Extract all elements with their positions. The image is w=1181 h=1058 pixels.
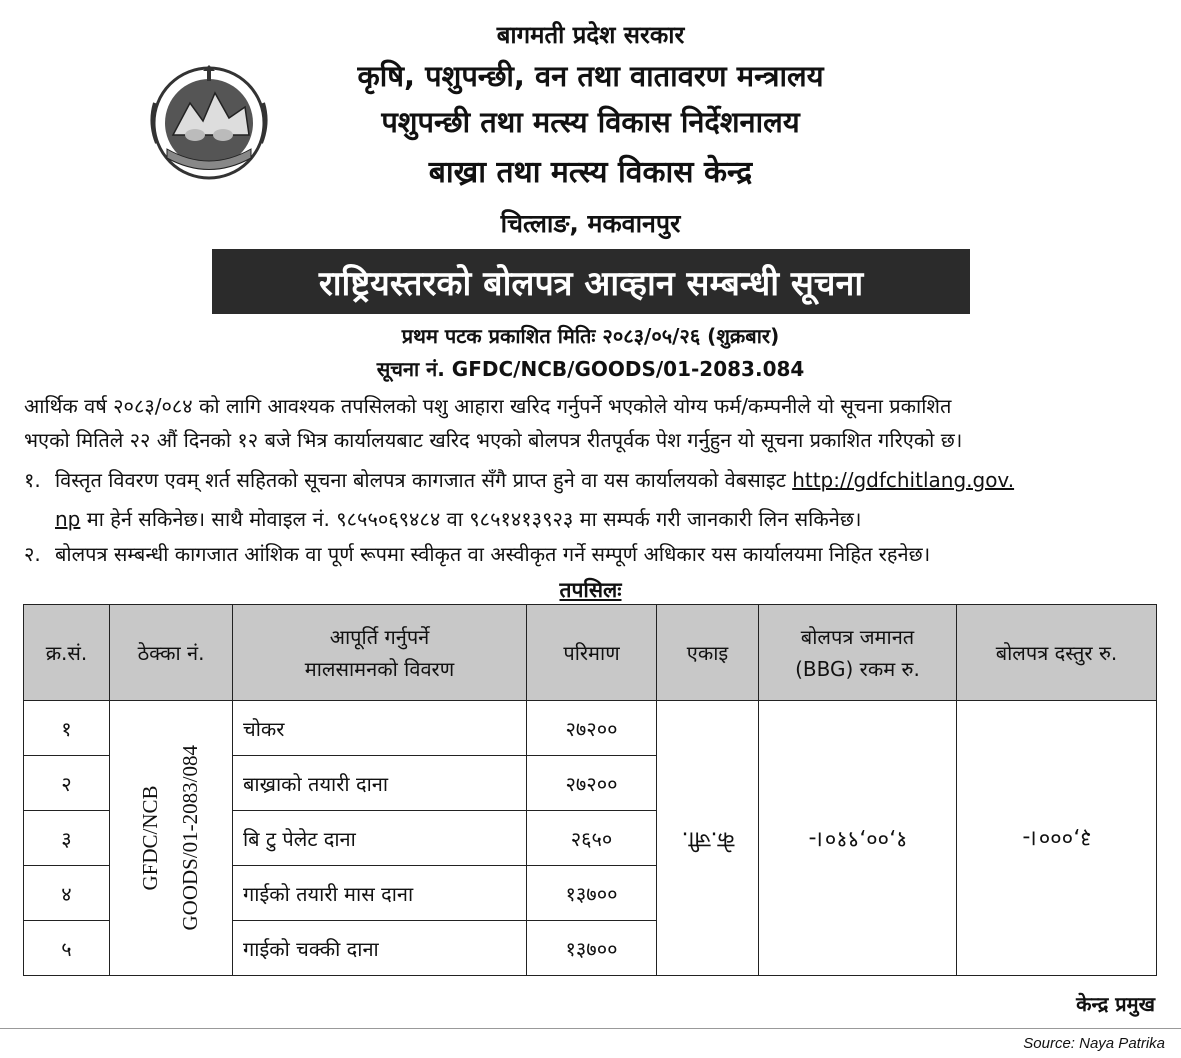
table-row-sn: ३: [23, 810, 110, 866]
province-govt-heading: बागमती प्रदेश सरकार: [496, 21, 685, 49]
published-date-line: प्रथम पटक प्रकाशित मितिः २०८३/०५/२६ (शुक्रबार): [401, 324, 780, 348]
location-heading: चित्लाङ, मकवानपुर: [500, 209, 681, 238]
table-row-sn: १: [23, 700, 110, 756]
paragraph-1-line-2: भएको मितिले २२ औं दिनको १२ बजे भित्र कार्यालयबाट खरिद भएको बोलपत्र रीतपूर्वक पेश गर्नुहुन यो सूचना प्रकाशित गरिएको छ।: [24, 428, 963, 452]
clause-1-line-2: [55, 505, 861, 532]
header-description: [232, 604, 527, 701]
contract-number-line-2: GOODS/01-2083/084: [178, 745, 202, 931]
bbg-amount-cell: [758, 700, 957, 976]
signatory-title: केन्द्र प्रमुख: [1076, 992, 1155, 1016]
unit-cell: [656, 700, 759, 976]
clause-1-text: विस्तृत विवरण एवम् शर्त सहितको सूचना बोलपत्र कागजात सँगै प्राप्त हुने वा यस कार्यालयको वेबसाइट: [55, 468, 793, 492]
notice-title: राष्ट्रियस्तरको बोलपत्र आव्हान सम्बन्धी सूचना: [318, 263, 864, 304]
clause-1-text-continued: मा हेर्न सकिनेछ। साथै मोवाइल नं. ९८५५०६९४८४ वा ९८५१४१३९२३ मा सम्पर्क गरी जानकारी लिन सकिनेछ।: [80, 507, 862, 531]
header-bbg-line-1: बोलपत्र जमानत: [800, 624, 915, 649]
table-row-desc: बि टु पेलेट दाना: [232, 810, 527, 866]
notice-title-banner: [212, 249, 970, 314]
header-contract: ठेक्का नं.: [109, 604, 233, 701]
table-row-qty: १३७००: [526, 920, 657, 976]
table-row-desc: गाईको चक्की दाना: [232, 920, 527, 976]
table-row-desc: बाख्राको तयारी दाना: [232, 755, 527, 811]
website-link[interactable]: http://gdfchitlang.gov.: [792, 468, 1015, 492]
header-bbg: [758, 604, 957, 701]
table-row-qty: २६५०: [526, 810, 657, 866]
table-row-sn: ५: [23, 920, 110, 976]
table-title: [0, 576, 1181, 604]
table-row-desc: गाईको तयारी मास दाना: [232, 865, 527, 921]
contract-number-cell: [109, 700, 233, 976]
table-row-sn: २: [23, 755, 110, 811]
table-title-text: तपसिलः: [559, 578, 622, 602]
table-row-qty: १३७००: [526, 865, 657, 921]
header-fee: बोलपत्र दस्तुर रु.: [956, 604, 1157, 701]
header-description-line-1: आपूर्ति गर्नुपर्ने: [329, 624, 430, 649]
table-row-qty: २७२००: [526, 700, 657, 756]
header-unit: एकाइ: [656, 604, 759, 701]
bbg-amount-value: १,००,९१०।-: [808, 826, 907, 851]
clause-2-line-1: बोलपत्र सम्बन्धी कागजात आंशिक वा पूर्ण रूपमा स्वीकृत वा अस्वीकृत गर्ने सम्पूर्ण अधिकार यस कार्यालयमा निहित रहनेछ।: [55, 542, 931, 566]
contract-number-vertical: [131, 745, 211, 931]
header-description-line-2: मालसामनको विवरण: [304, 656, 455, 681]
website-link-continued[interactable]: np: [55, 507, 81, 531]
unit-value: के.जी.: [681, 826, 734, 851]
footer-divider: [0, 1028, 1181, 1029]
table-row-desc: चोकर: [232, 700, 527, 756]
notice-number-line: सूचना नं. GFDC/NCB/GOODS/01-2083.084: [376, 357, 805, 381]
directorate-heading: पशुपन्छी तथा मत्स्य विकास निर्देशनालय: [381, 105, 800, 139]
center-heading: बाख्रा तथा मत्स्य विकास केन्द्र: [428, 155, 753, 190]
fee-amount-cell: [956, 700, 1157, 976]
table-row-qty: २७२००: [526, 755, 657, 811]
clause-1-number: १.: [24, 468, 41, 492]
header-sn: क्र.सं.: [23, 604, 110, 701]
fee-amount-value: ३,०००।-: [1021, 826, 1092, 851]
clause-2-number: २.: [24, 542, 41, 566]
clause-1-line-1: [55, 466, 1014, 493]
table-row-sn: ४: [23, 865, 110, 921]
goods-table: [23, 604, 1157, 976]
header-quantity: परिमाण: [526, 604, 657, 701]
paragraph-1-line-1: आर्थिक वर्ष २०८३/०८४ को लागि आवश्यक तपसिलको पशु आहारा खरिद गर्नुपर्ने भएकोले योग्य फर्म/कम्पनीले यो सूचना प्रकाशित: [24, 394, 952, 418]
header-bbg-line-2: (BBG) रकम रु.: [795, 656, 920, 681]
contract-number-line-1: GFDC/NCB: [138, 785, 163, 891]
source-credit: Source: Naya Patrika: [1023, 1035, 1165, 1052]
ministry-heading: कृषि, पशुपन्छी, वन तथा वातावरण मन्त्रालय: [357, 59, 824, 93]
